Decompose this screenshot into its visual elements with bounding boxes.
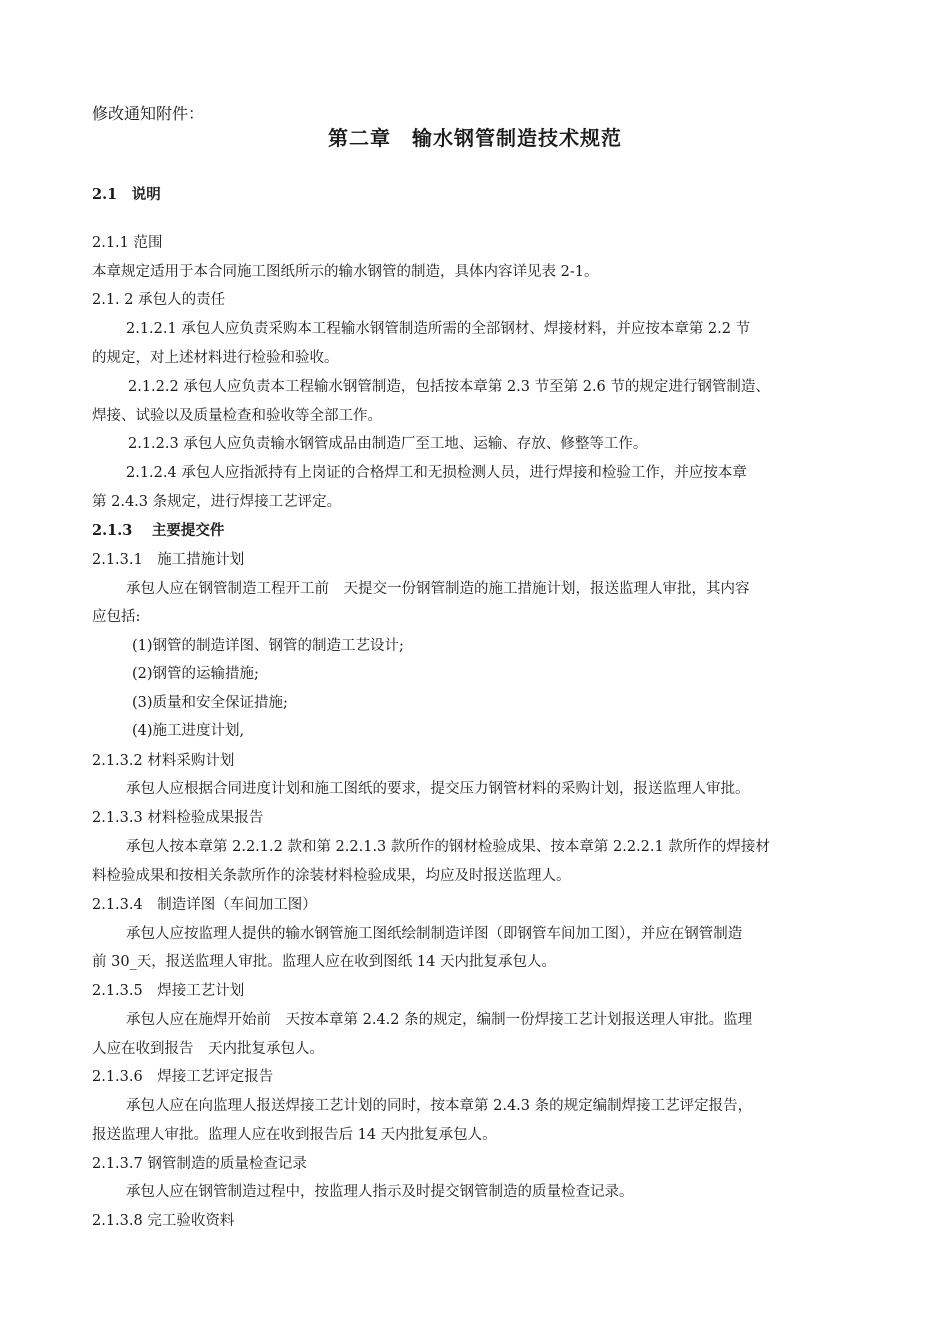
- paragraph: 2.1.2.1 承包人应负责采购本工程输水钢管制造所需的全部钢材、焊接材料，并应按本章第 2.2 节: [126, 321, 751, 337]
- attachment-label: 修改通知附件：: [92, 104, 205, 123]
- paragraph: 承包人应在钢管制造工程开工前 天提交一份钢管制造的施工措施计划，报送监理人审批，其内容: [126, 581, 750, 597]
- paragraph: 报送监理人审批。监理人应在收到报告后 14 天内批复承包人。: [92, 1127, 497, 1143]
- paragraph: 承包人按本章第 2.2.1.2 款和第 2.2.1.3 款所作的钢材检验成果、按本章第 2.2.2.1 款所作的焊接材: [126, 839, 770, 855]
- paragraph: 承包人应根据合同进度计划和施工图纸的要求，提交压力钢管材料的采购计划，报送监理人审批。: [126, 781, 750, 797]
- subsection-heading: 2.1.3.8 完工验收资料: [92, 1213, 235, 1229]
- subsection-heading: 2.1.3.3 材料检验成果报告: [92, 810, 264, 826]
- subsection-heading: 2.1. 2 承包人的责任: [92, 292, 226, 308]
- paragraph: 承包人应按监理人提供的输水钢管施工图纸绘制制造详图（即钢管车间加工图），并应在钢管制造: [126, 926, 743, 942]
- paragraph: 前 30_天，报送监理人审批。监理人应在收到图纸 14 天内批复承包人。: [92, 954, 556, 970]
- chapter-title: 第二章 输水钢管制造技术规范: [328, 126, 622, 150]
- paragraph: 2.1.2.2 承包人应负责本工程输水钢管制造，包括按本章第 2.3 节至第 2.6 节的规定进行钢管制造、: [128, 379, 770, 395]
- paragraph: 的规定，对上述材料进行检验和验收。: [92, 350, 339, 366]
- list-item: (2)钢管的运输措施;: [132, 666, 259, 682]
- paragraph: 承包人应在施焊开始前 天按本章第 2.4.2 条的规定，编制一份焊接工艺计划报送理人审批。监理: [126, 1012, 753, 1028]
- list-item: (4)施工进度计划,: [132, 723, 245, 739]
- subsection-heading: 2.1.3.4 制造详图（车间加工图）: [92, 897, 317, 913]
- list-item: (3)质量和安全保证措施;: [132, 695, 288, 711]
- paragraph: 2.1.2.3 承包人应负责输水钢管成品由制造厂至工地、运输、存放、修整等工作。: [128, 436, 648, 452]
- paragraph: 料检验成果和按相关条款所作的涂装材料检验成果，均应及时报送监理人。: [92, 868, 571, 884]
- subsection-heading: 2.1.1 范围: [92, 235, 163, 251]
- paragraph: 应包括:: [92, 609, 141, 625]
- list-item: (1)钢管的制造详图、钢管的制造工艺设计;: [132, 638, 404, 654]
- subsection-heading: 2.1.3.1 施工措施计划: [92, 552, 245, 568]
- paragraph: 承包人应在钢管制造过程中，按监理人指示及时提交钢管制造的质量检查记录。: [126, 1184, 634, 1200]
- subsection-heading: 2.1.3 主要提交件: [92, 522, 225, 539]
- subsection-heading: 2.1.3.5 焊接工艺计划: [92, 983, 245, 999]
- paragraph: 人应在收到报告 天内批复承包人。: [92, 1041, 324, 1057]
- paragraph: 第 2.4.3 条规定，进行焊接工艺评定。: [92, 494, 342, 510]
- subsection-heading: 2.1.3.2 材料采购计划: [92, 753, 235, 769]
- paragraph: 本章规定适用于本合同施工图纸所示的输水钢管的制造，具体内容详见表 2-1。: [92, 264, 599, 280]
- section-heading: 2.1 说明: [92, 186, 161, 203]
- subsection-heading: 2.1.3.6 焊接工艺评定报告: [92, 1069, 274, 1085]
- paragraph: 2.1.2.4 承包人应指派持有上岗证的合格焊工和无损检测人员，进行焊接和检验工作，并应按本章: [126, 465, 747, 481]
- paragraph: 承包人应在向监理人报送焊接工艺计划的同时，按本章第 2.4.3 条的规定编制焊接工艺评定报告，: [126, 1098, 753, 1114]
- paragraph: 焊接、试验以及质量检查和验收等全部工作。: [92, 408, 382, 424]
- subsection-heading: 2.1.3.7 钢管制造的质量检查记录: [92, 1156, 307, 1172]
